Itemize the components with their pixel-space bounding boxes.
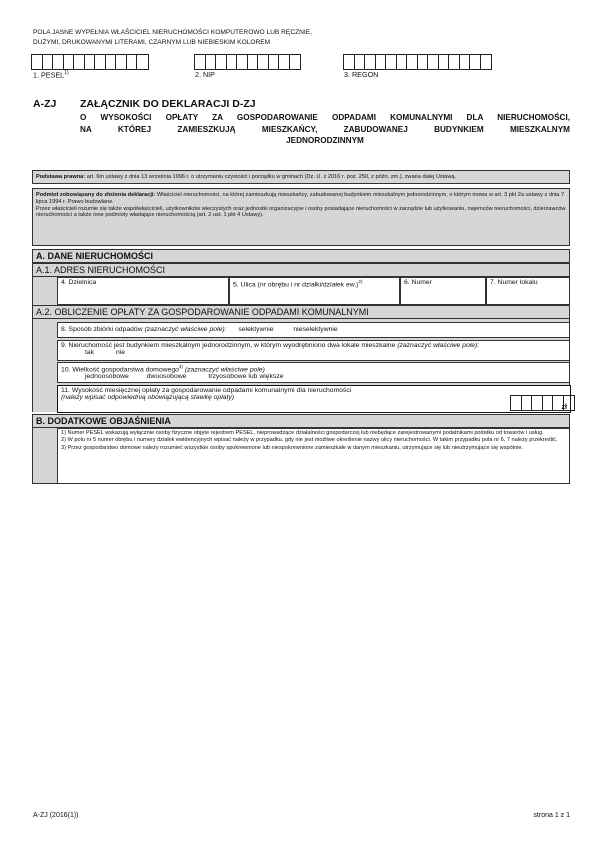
regon-label: 3. REGON: [344, 70, 379, 79]
collection-method-hint: (zaznaczyć właściwe pole):: [144, 326, 227, 333]
form-title: ZAŁĄCZNIK DO DEKLARACJI D-ZJ: [80, 98, 256, 110]
nip-input[interactable]: [194, 54, 301, 70]
legal-basis: [32, 170, 570, 184]
street-field[interactable]: 5. Ulica (nr obrębu i nr działki/działek ew.)$^{2)}$: [229, 277, 400, 305]
pesel-input[interactable]: [31, 54, 149, 70]
street-label: 5. Ulica (nr obrębu i nr działki/działek ew.): [233, 281, 359, 289]
unit-number-label: 7. Numer lokalu: [490, 279, 538, 286]
subject-text-1: Właściciel nieruchomości, na której zamieszkują mieszkańcy, zabudowanej budynkiem mieszkalnym jednorodzinnym, o którym mowa w art. 3 pkt 2a ustawy z dnia 7 lipca 1994 r. Prawo budowlane.: [36, 192, 565, 205]
option-one-person[interactable]: jednoosobowe: [85, 373, 129, 381]
collection-method-field: [57, 322, 570, 338]
section-a2-title: A.2. OBLICZENIE OPŁATY ZA GOSPODAROWANIE ODPADAMI KOMUNALNYMI: [32, 305, 570, 319]
number-field[interactable]: [400, 277, 486, 305]
subject-text-2: Przez właścicieli rozumie się także współwłaścicieli, użytkowników wieczystych oraz jednostki organizacyjne i osoby posiadające nieruchomości w zarządzie lub użytkowaniu, najemców nieruchomości, dzierżawców nieruchomości a także inne podmioty władające nieruchomością (art. 2 ust. 1 pkt 4 Ustawy).: [36, 205, 566, 219]
option-nonselective[interactable]: nieselektywnie: [293, 326, 338, 333]
currency-label: zł: [561, 404, 567, 411]
subtitle-line-2: NA KTÓREJ ZAMIESZKUJĄ MIESZKAŃCY, ZABUDOWANEJ BUDYNKIEM MIESZKALNYM: [80, 124, 570, 134]
footer-form-code: A-ZJ (2016(1)): [33, 812, 79, 819]
monthly-fee-label: 11. Wysokość miesięcznej opłaty za gospodarowanie odpadami komunalnymi dla nieruchomości: [61, 387, 352, 394]
option-three-plus[interactable]: trzyosobowe lub większe: [208, 373, 284, 381]
note-2: 2) W polu nr 5 numer obrębu i numery działek ewidencyjnych wpisać należy w przypadku, gdy nie jest możliwe określenie nazwy ulicy nieruchomości. W takim przypadku pola nr 6, 7 należy przekreślić.: [61, 437, 558, 444]
collection-method-label: 8. Sposób zbiórki odpadów: [61, 326, 143, 333]
section-b-title: B. DODATKOWE OBJAŚNIENIA: [32, 414, 570, 428]
form-code: A-ZJ: [33, 98, 57, 110]
subtitle-line-1: O WYSOKOŚCI OPŁATY ZA GOSPODAROWANIE ODPADAMI KOMUNALNYMI DLA NIERUCHOMOŚCI,: [80, 113, 570, 122]
instruction-line-2: DUŻYMI, DRUKOWANYMI LITERAMI, CZARNYM LUB NIEBIESKIM KOLOREM: [33, 39, 271, 46]
number-label: 6. Numer: [404, 279, 432, 286]
nip-label: 2. NIP: [195, 70, 215, 79]
two-units-label: 9. Nieruchomość jest budynkiem mieszkalnym jednorodzinnym, w którym wyodrębniono dwa lokale mieszkalne: [61, 342, 396, 349]
footer-page-number: strona 1 z 1: [533, 812, 570, 819]
explanations: [57, 428, 570, 484]
option-yes[interactable]: tak: [85, 349, 95, 356]
form-subtitle: [80, 112, 570, 147]
option-selective[interactable]: selektywnie: [238, 326, 274, 333]
subject-label: Podmiot zobowiązany do złożenia deklaracji:: [36, 192, 156, 198]
monthly-fee-hint: (należy wpisać odpowiednią obowiązującą stawkę opłaty): [61, 394, 235, 401]
district-label: 4. Dzielnica: [61, 279, 97, 286]
fill-instruction: [33, 28, 373, 48]
two-units-field: [57, 340, 570, 361]
subtitle-line-3: JEDNORODZINNYM: [286, 136, 364, 145]
household-size-label: 10. Wielkość gospodarstwa domowego: [61, 366, 179, 374]
unit-number-field[interactable]: [486, 277, 570, 305]
monthly-fee-field: [57, 385, 571, 413]
instruction-line-1: POLA JASNE WYPEŁNIA WŁAŚCICIEL NIERUCHOMOŚCI KOMPUTEROWO LUB RĘCZNIE,: [33, 29, 312, 36]
district-field[interactable]: [57, 277, 229, 305]
two-units-hint: (zaznaczyć właściwe pole):: [397, 342, 480, 349]
option-two-persons[interactable]: dwuosobowe: [146, 373, 187, 381]
household-size-field: 10. Wielkość gospodarstwa domowego$^{3)}$ (zaznaczyć właściwe pole) jednoosobowe dwuosobowe trzyosobowe lub większe: [57, 362, 570, 383]
section-a1-title: A.1. ADRES NIERUCHOMOŚCI: [32, 263, 570, 277]
legal-basis-label: Podstawa prawna:: [36, 174, 86, 180]
note-1: 1) Numer PESEL wskazują wyłącznie osoby fizyczne objęte rejestrem PESEL, nieprowadzące działalności gospodarczej lub niebędące zarejestrowanymi podatnikami podatku od towarów i usług.: [61, 430, 544, 436]
regon-input[interactable]: [343, 54, 492, 70]
option-no[interactable]: nie: [115, 349, 126, 356]
note-3: 3) Przez gospodarstwo domowe należy rozumieć wszystkie osoby spokrewnione lub niespokrewnione zamieszkałe w danym mieszkaniu, utrzymujące się lub nieutrzymujące się wspólnie.: [61, 444, 524, 451]
household-size-hint: (zaznaczyć właściwe pole): [184, 366, 265, 374]
section-a-title: A. DANE NIERUCHOMOŚCI: [32, 249, 570, 263]
pesel-label: 1. PESEL$^{1)}$: [33, 70, 69, 80]
legal-basis-text: art. 6m ustawy z dnia 13 września 1996 r. o utrzymaniu czystości i porządku w gminach (Dz. U. z 2016 r. poz. 250, z późn. zm.), zwana dalej Ustawą.: [86, 174, 457, 180]
obliged-subject: [32, 188, 570, 246]
